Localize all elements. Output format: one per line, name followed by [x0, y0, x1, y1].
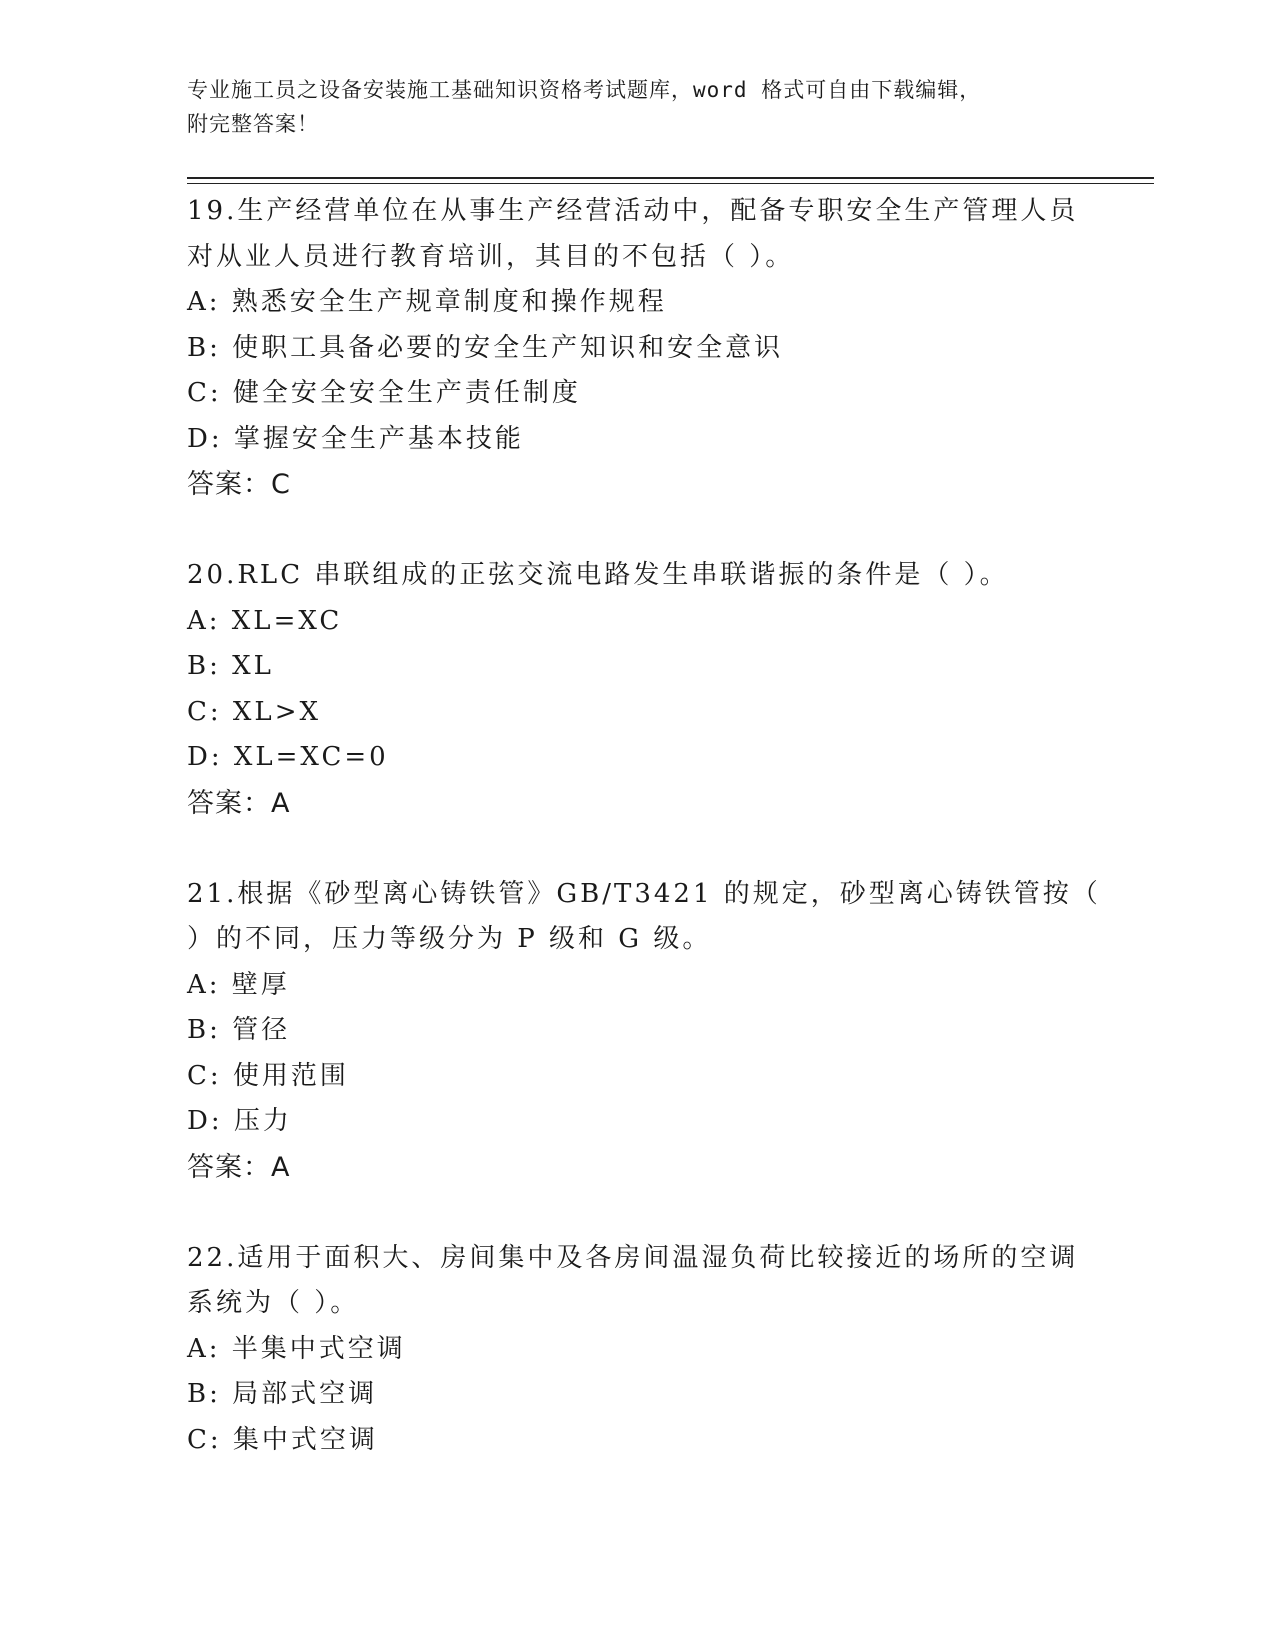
option-d: D: 压力 — [187, 1106, 292, 1136]
question-spacer — [187, 508, 1087, 554]
answer: 答案：C — [187, 469, 291, 500]
option-a: A: 熟悉安全生产规章制度和操作规程 — [187, 287, 667, 317]
question-stem-line: ）的不同，压力等级分为 P 级和 G 级。 — [187, 924, 712, 954]
header-line-2: 附完整答案！ — [187, 112, 319, 136]
question-22 — [187, 1236, 1087, 1464]
header-line-1: 专业施工员之设备安装施工基础知识资格考试题库，word 格式可自由下载编辑， — [187, 78, 982, 102]
option-d: D: XL=XC=0 — [187, 742, 389, 772]
header-divider-thin — [187, 183, 1154, 184]
option-a: A: XL=XC — [187, 605, 343, 636]
question-stem-line: 系统为（ ）。 — [187, 1288, 360, 1318]
question-stem-line: 20.RLC 串联组成的正弦交流电路发生串联谐振的条件是（ ）。 — [187, 560, 1009, 590]
question-stem-line: 21.根据《砂型离心铸铁管》GB/T3421 的规定，砂型离心铸铁管按（ — [187, 878, 1101, 909]
question-list — [187, 189, 1101, 1463]
option-b: B: 管径 — [187, 1015, 291, 1045]
option-d: D: 掌握安全生产基本技能 — [187, 423, 524, 454]
question-spacer — [187, 826, 1087, 872]
option-c: C: 使用范围 — [187, 1060, 349, 1091]
option-c: C: 集中式空调 — [187, 1424, 378, 1455]
option-c: C: 健全安全安全生产责任制度 — [187, 378, 581, 408]
question-21 — [187, 872, 1101, 1191]
question-stem-line: 19.生产经营单位在从事生产经营活动中，配备专职安全生产管理人员 — [187, 196, 1079, 226]
option-b: B: 使职工具备必要的安全生产知识和安全意识 — [187, 332, 784, 363]
answer: 答案：A — [187, 787, 291, 819]
question-stem-line: 对从业人员进行教育培训，其目的不包括（ ）。 — [187, 241, 795, 272]
question-stem-line: 22.适用于面积大、房间集中及各房间温湿负荷比较接近的场所的空调 — [187, 1242, 1079, 1273]
option-a: A: 半集中式空调 — [187, 1333, 406, 1364]
question-19 — [187, 189, 1087, 508]
answer: 答案：A — [187, 1151, 291, 1183]
option-b: B: 局部式空调 — [187, 1379, 378, 1409]
document-header — [187, 73, 1087, 141]
option-a: A: 壁厚 — [187, 969, 290, 1000]
header-divider-thick — [187, 177, 1154, 179]
option-c: C: XL>X — [187, 696, 321, 727]
question-spacer — [187, 1190, 1087, 1236]
question-20 — [187, 553, 1087, 826]
option-b: B: XL — [187, 651, 274, 681]
